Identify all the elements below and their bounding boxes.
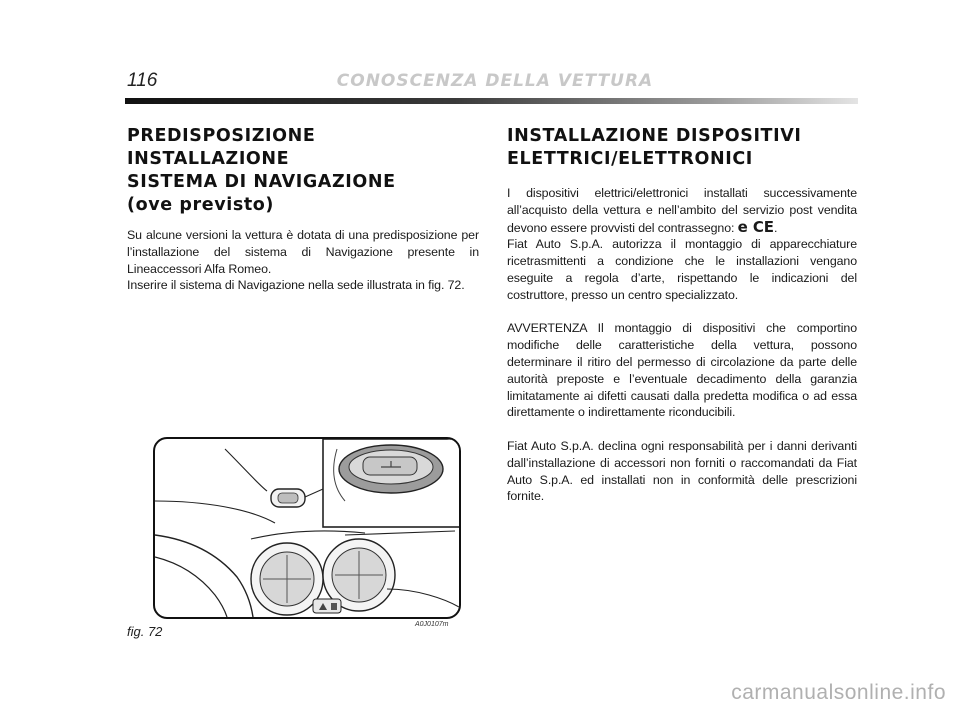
dashboard-contour <box>155 535 253 617</box>
figure-caption: fig. 72 <box>127 624 163 639</box>
devices-paragraph-mark <box>507 185 857 236</box>
paragraph-gap <box>507 304 857 321</box>
heading-line: SISTEMA DI NAVIGAZIONE <box>127 172 396 192</box>
inset-connector-cap <box>363 457 417 475</box>
running-header: CONOSCENZA DELLA VETTURA <box>336 71 654 91</box>
navigation-section-heading <box>127 125 479 217</box>
ce-mark: e CE <box>737 217 774 236</box>
dashboard-contour <box>155 557 227 617</box>
leader-line <box>305 489 323 497</box>
dashboard-contour <box>387 589 459 607</box>
heading-line: PREDISPOSIZIONE INSTALLAZIONE <box>127 126 316 169</box>
dashboard-contour <box>225 449 267 491</box>
devices-section-heading <box>507 125 857 171</box>
mark-intro-text: I dispositivi elettrici/elettronici installati successivamente all’acquisto della vettura e nell’ambito del servizio post vendita devono essere provvisti del contrassegno: <box>507 186 857 235</box>
switch-icon <box>331 603 337 610</box>
figure-72-illustration <box>153 437 461 619</box>
dashboard-contour <box>155 501 275 523</box>
devices-paragraph-authorization: Fiat Auto S.p.A. autorizza il montaggio di apparecchiature ricetrasmittenti a condizione che le installazioni vengano eseguite a regola d’arte, rispettando le indicazioni del costruttore, presso un centro specializzato. <box>507 237 857 302</box>
page-number: 116 <box>127 70 158 91</box>
mark-end: . <box>773 220 778 235</box>
header-rule <box>125 98 858 104</box>
paragraph-gap <box>507 421 857 438</box>
watermark: carmanualsonline.info <box>731 681 946 704</box>
figure-code: A0J0107m <box>415 621 449 628</box>
heading-line: ELETTRICI/ELETTRONICI <box>507 149 753 169</box>
dashboard-drawing <box>155 439 459 617</box>
devices-disclaimer: Fiat Auto S.p.A. declina ogni responsabilità per i danni derivanti dall’installazione di accessori non forniti o raccomandati da Fiat Auto S.p.A. ed installati non in conformità delle prescrizioni fornite. <box>507 438 857 504</box>
heading-line: (ove previsto) <box>127 195 275 215</box>
devices-warning: AVVERTENZA Il montaggio di dispositivi che comportino modifiche delle caratteristiche della vettura, possono determinare il ritiro del permesso di circolazione da parte delle autorità preposte e l’eventuale decadimento della garanzia limitatamente ai difetti causati dalla predetta modifica o ad essa direttamente o indirettamente riconducibili. <box>507 321 857 420</box>
heading-line: INSTALLAZIONE DISPOSITIVI <box>507 126 802 146</box>
navigation-instruction: Inserire il sistema di Navigazione nella sede illustrata in fig. 72. <box>127 278 465 293</box>
right-column <box>507 125 857 505</box>
connector-cap-inner <box>278 493 298 503</box>
left-column <box>127 125 479 294</box>
navigation-paragraph: Su alcune versioni la vettura è dotata di una predisposizione per l’installazione del sistema di Navigazione presente in Lineaccessori Alfa Romeo. <box>127 228 479 276</box>
